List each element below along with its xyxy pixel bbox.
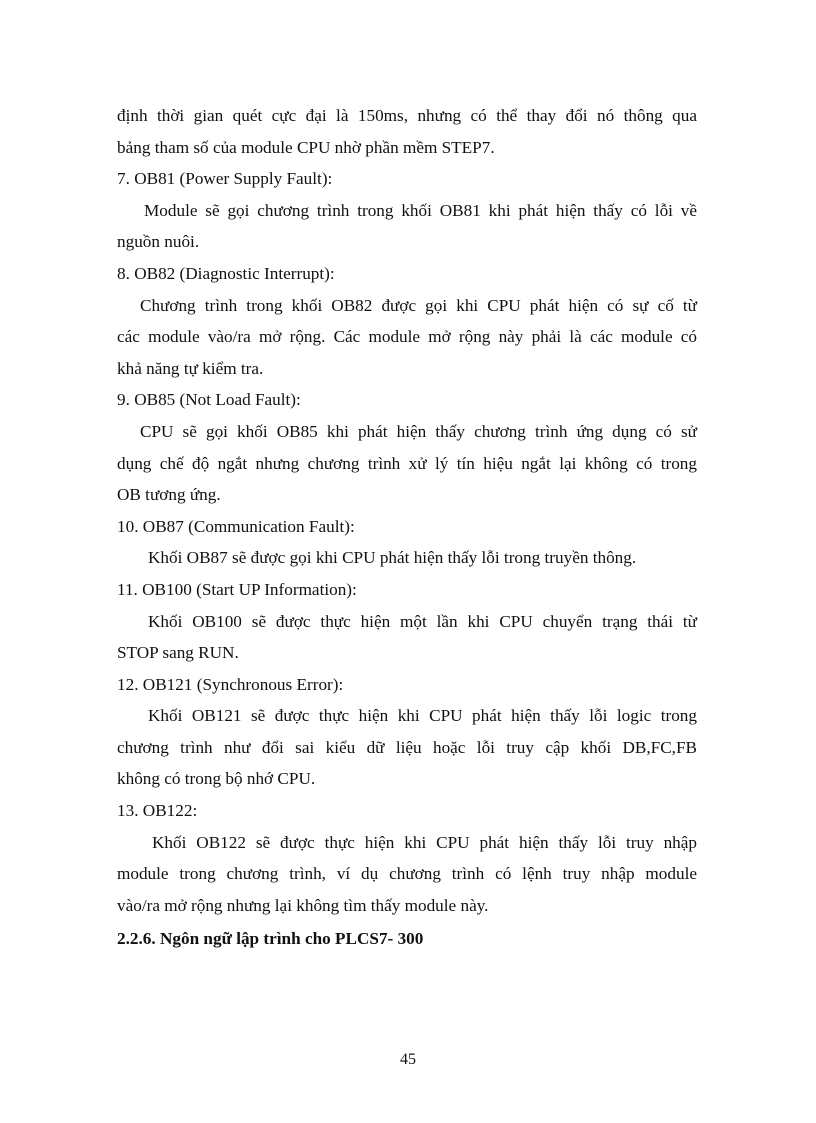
item-heading-ob100: 11. OB100 (Start UP Information):: [117, 579, 357, 599]
text-line: module trong chương trình, ví dụ chương trình có lệnh truy nhập module: [117, 864, 697, 884]
text-line: không có trong bộ nhớ CPU.: [117, 769, 316, 789]
section-heading: 2.2.6. Ngôn ngữ lập trình cho PLCS7- 300: [117, 929, 424, 949]
text-line: các module vào/ra mở rộng. Các module mở rộng này phải là các module có: [117, 327, 697, 347]
text-line: khả năng tự kiểm tra.: [117, 358, 264, 378]
text-line: STOP sang RUN.: [117, 643, 239, 663]
text-line: Khối OB87 sẽ được gọi khi CPU phát hiện thấy lỗi trong truyền thông.: [148, 548, 637, 568]
page-body: [117, 100, 697, 955]
text-line: Chương trình trong khối OB82 được gọi khi CPU phát hiện có sự cố từ: [140, 295, 697, 315]
text-line: dụng chế độ ngắt nhưng chương trình xử lý tín hiệu ngắt lại không có trong: [117, 453, 697, 473]
text-line: Khối OB121 sẽ được thực hiện khi CPU phát hiện thấy lỗi logic trong: [148, 706, 697, 726]
text-line: Module sẽ gọi chương trình trong khối OB81 khi phát hiện thấy có lỗi về: [144, 200, 697, 220]
item-heading-ob121: 12. OB121 (Synchronous Error):: [117, 674, 344, 694]
text-line: định thời gian quét cực đại là 150ms, nhưng có thể thay đổi nó thông qua: [117, 106, 697, 125]
text-line: bảng tham số của module CPU nhờ phần mềm STEP7.: [117, 137, 495, 157]
item-heading-ob85: 9. OB85 (Not Load Fault):: [117, 390, 301, 410]
text-line: nguồn nuôi.: [117, 232, 200, 252]
text-line: Khối OB100 sẽ được thực hiện một lần khi CPU chuyển trạng thái từ: [148, 611, 697, 631]
text-line: OB tương ứng.: [117, 485, 221, 505]
item-heading-ob82: 8. OB82 (Diagnostic Interrupt):: [117, 263, 335, 283]
page-number: 45: [400, 1051, 416, 1068]
text-line: vào/ra mở rộng nhưng lại không tìm thấy module này.: [117, 895, 489, 915]
item-heading-ob81: 7. OB81 (Power Supply Fault):: [117, 169, 333, 189]
item-heading-ob122: 13. OB122:: [117, 801, 198, 821]
text-line: Khối OB122 sẽ được thực hiện khi CPU phát hiện thấy lỗi truy nhập: [152, 832, 697, 852]
text-line: chương trình như đổi sai kiểu dữ liệu hoặc lỗi truy cập khối DB,FC,FB: [117, 737, 697, 757]
item-heading-ob87: 10. OB87 (Communication Fault):: [117, 516, 355, 536]
text-line: CPU sẽ gọi khối OB85 khi phát hiện thấy chương trình ứng dụng có sử: [140, 421, 697, 441]
